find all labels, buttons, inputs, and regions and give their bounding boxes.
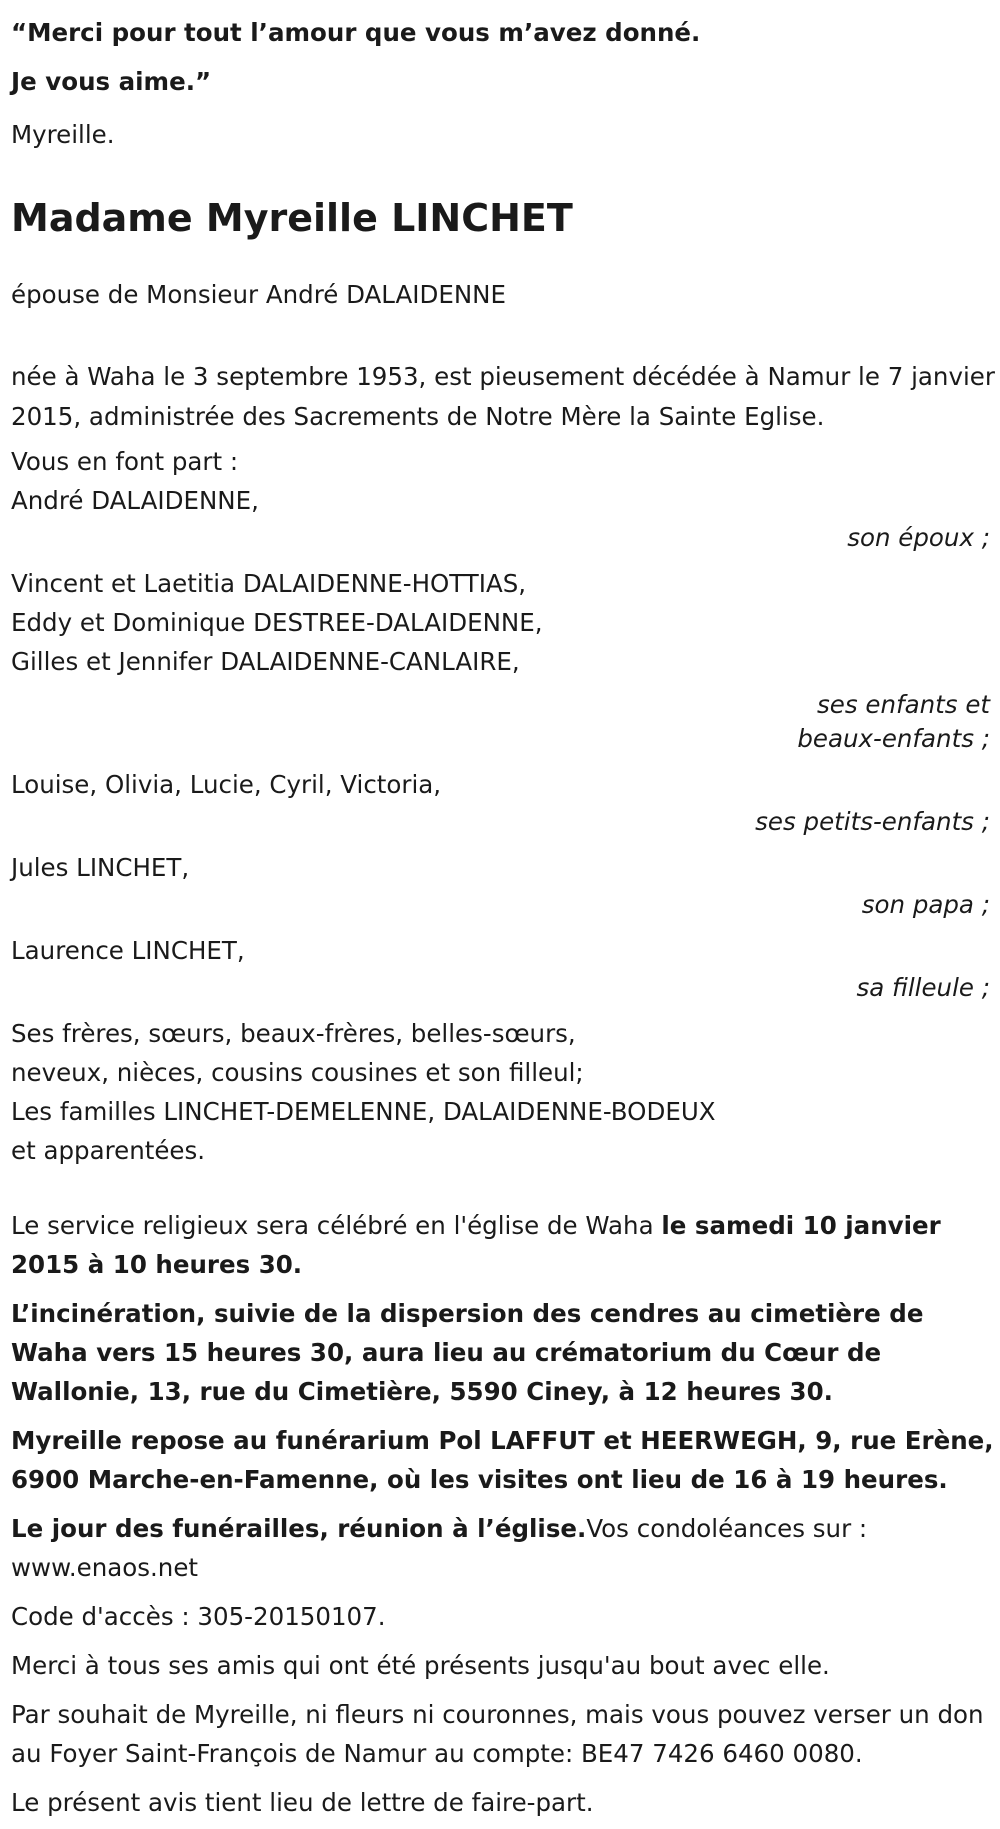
signature: Myreille.	[11, 120, 115, 149]
relatives-line: Ses frères, sœurs, beaux-frères, belles-sœurs,	[11, 1019, 576, 1048]
children-role	[11, 685, 997, 759]
access-code: Code d'accès : 305-20150107.	[11, 1602, 386, 1631]
incineration-paragraph: L’incinération, suivie de la dispersion des cendres au cimetière de Waha vers 15 heures 30, aura lieu au crématorium du Cœur de Wallonie, 13, rue du Cimetière, 5590 Ciney, à 12 heures 30.	[11, 1299, 924, 1406]
service-text: Le service religieux sera célébré en l'église de Waha	[11, 1211, 662, 1240]
family-announcement	[11, 442, 997, 1170]
spouse-line: épouse de Monsieur André DALAIDENNE	[11, 280, 506, 309]
other-relatives	[11, 1014, 997, 1170]
children-list	[11, 564, 997, 681]
funerarium-paragraph: Myreille repose au funérarium Pol LAFFUT et HEERWEGH, 9, rue Erène, 6900 Marche-en-Famenne, où les visites ont lieu de 16 à 19 heures.	[11, 1426, 994, 1494]
deceased-name: Madame Myreille LINCHET	[11, 196, 573, 240]
service-date: le samedi 10 janvier 2015 à 10 heures 30.	[11, 1211, 941, 1279]
birth-death-paragraph: née à Waha le 3 septembre 1953, est pieusement décédée à Namur le 7 janvier 2015, administrée des Sacrements de Notre Mère la Sainte Eglise.	[11, 362, 995, 431]
father-name: Jules LINCHET,	[11, 853, 190, 882]
thanks-paragraph: Merci à tous ses amis qui ont été présents jusqu'au bout avec elle.	[11, 1651, 830, 1680]
relatives-line: et apparentées.	[11, 1136, 206, 1165]
father-role: son papa ;	[861, 890, 990, 919]
closing-paragraph: Le présent avis tient lieu de lettre de faire-part.	[11, 1788, 594, 1817]
quote-line-2: Je vous aime.”	[11, 67, 212, 96]
goddaughter-role: sa filleule ;	[856, 973, 990, 1002]
relatives-line: Les familles LINCHET-DEMELENNE, DALAIDENNE-BODEUX	[11, 1097, 716, 1126]
grandchildren: Louise, Olivia, Lucie, Cyril, Victoria,	[11, 770, 442, 799]
announcement-intro: Vous en font part :	[11, 447, 239, 476]
spouse-name: André DALAIDENNE,	[11, 486, 259, 515]
donation-paragraph: Par souhait de Myreille, ni fleurs ni couronnes, mais vous pouvez verser un don au Foyer Saint-François de Namur au compte: BE47 7426 6460 0080.	[11, 1700, 984, 1768]
child-line: Gilles et Jennifer DALAIDENNE-CANLAIRE,	[11, 647, 520, 676]
children-role-line-1: ses enfants et	[817, 690, 990, 719]
relatives-line: neveux, nièces, cousins cousines et son filleul;	[11, 1058, 584, 1087]
grandchildren-role: ses petits-enfants ;	[755, 807, 990, 836]
child-line: Eddy et Dominique DESTREE-DALAIDENNE,	[11, 608, 543, 637]
meeting-text: Le jour des funérailles, réunion à l’église.	[11, 1514, 587, 1543]
service-paragraph	[11, 1206, 997, 1284]
goddaughter-name: Laurence LINCHET,	[11, 936, 245, 965]
condolences-text: Vos condoléances sur : www.enaos.net	[11, 1514, 868, 1582]
child-line: Vincent et Laetitia DALAIDENNE-HOTTIAS,	[11, 569, 527, 598]
quote-line-1: “Merci pour tout l’amour que vous m’avez donné.	[11, 18, 701, 47]
children-role-line-2: beaux-enfants ;	[797, 724, 990, 753]
spouse-role: son époux ;	[847, 523, 990, 552]
meeting-paragraph	[11, 1509, 997, 1587]
